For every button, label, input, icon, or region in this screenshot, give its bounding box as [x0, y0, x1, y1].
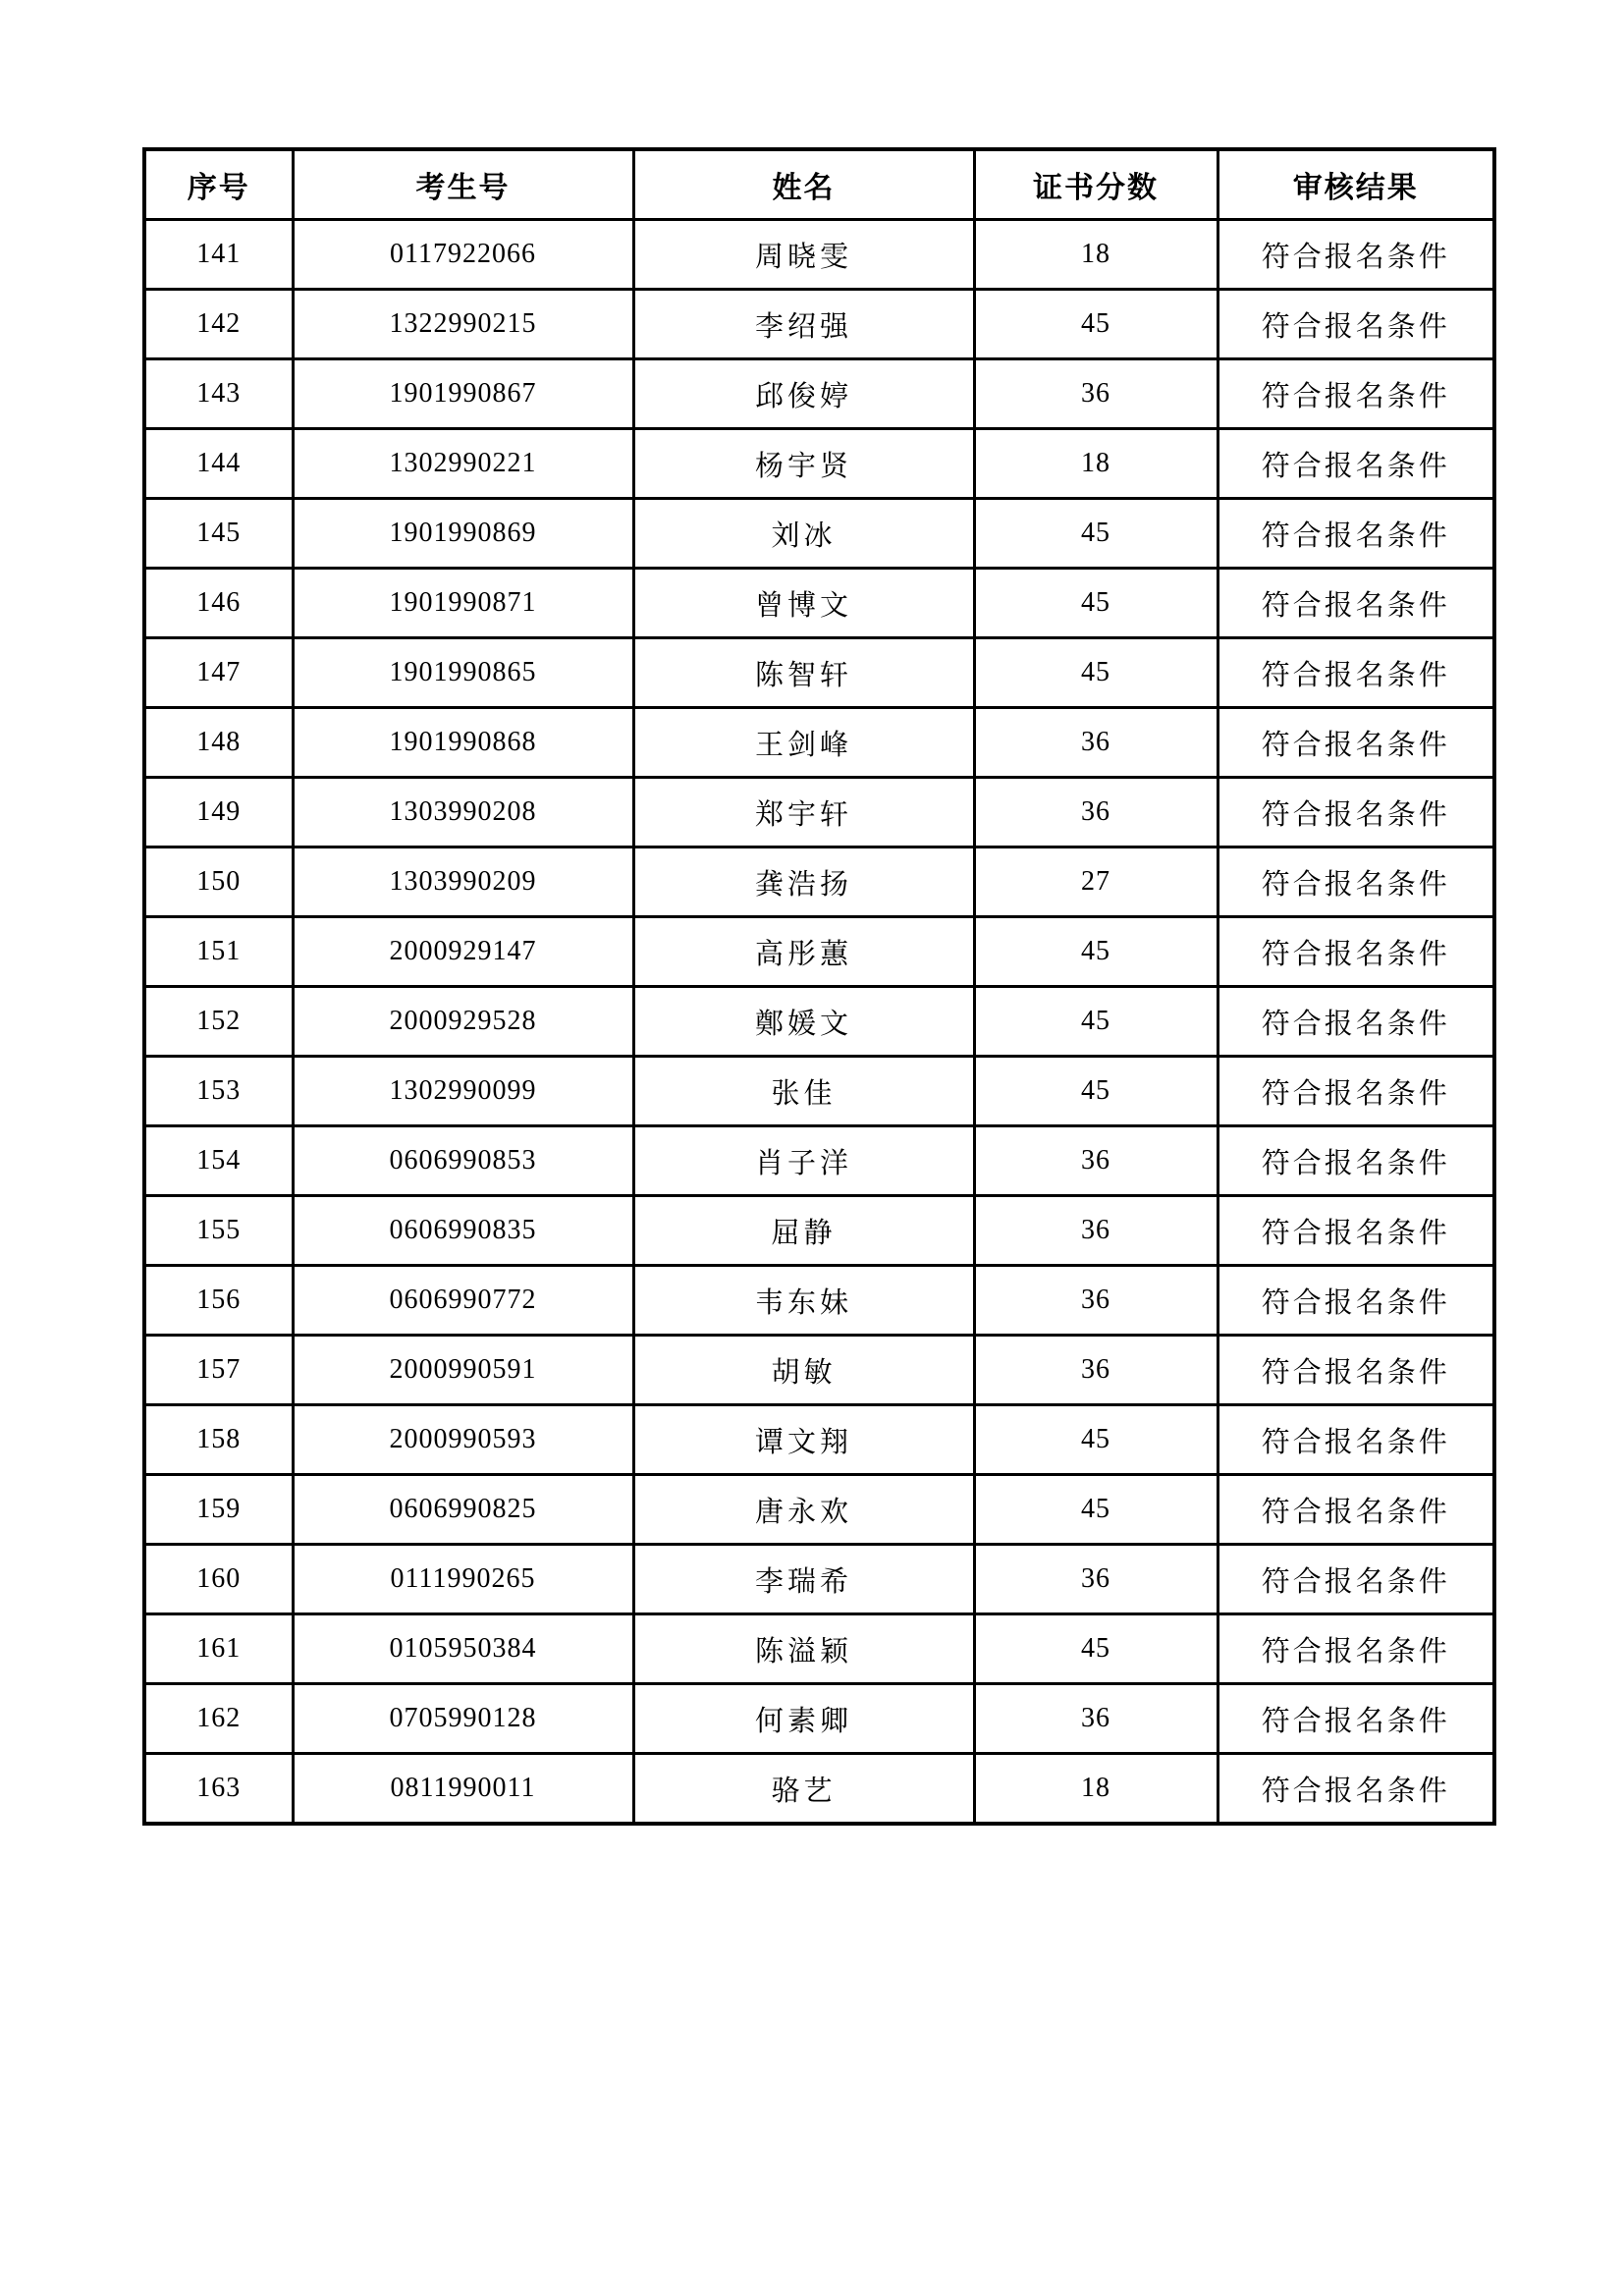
- cell-index: 157: [144, 1336, 293, 1405]
- cell-name: 郑宇轩: [633, 778, 974, 847]
- cell-index: 153: [144, 1057, 293, 1126]
- cell-score: 45: [974, 638, 1218, 708]
- cell-candidate-no: 0606990853: [293, 1126, 633, 1196]
- review-results-table: [142, 147, 1496, 1826]
- cell-review-result: 符合报名条件: [1218, 1475, 1494, 1545]
- cell-index: 145: [144, 499, 293, 569]
- table-row: [144, 778, 1494, 847]
- cell-index: 161: [144, 1614, 293, 1684]
- table-row: [144, 847, 1494, 917]
- cell-review-result: 符合报名条件: [1218, 290, 1494, 359]
- cell-review-result: 符合报名条件: [1218, 917, 1494, 987]
- cell-index: 163: [144, 1754, 293, 1825]
- cell-review-result: 符合报名条件: [1218, 1196, 1494, 1266]
- cell-candidate-no: 0117922066: [293, 220, 633, 290]
- cell-score: 45: [974, 569, 1218, 638]
- cell-name: 周晓雯: [633, 220, 974, 290]
- cell-candidate-no: 2000929147: [293, 917, 633, 987]
- cell-review-result: 符合报名条件: [1218, 359, 1494, 429]
- header-index: 序号: [144, 149, 293, 220]
- cell-review-result: 符合报名条件: [1218, 1266, 1494, 1336]
- cell-name: 陈溢颖: [633, 1614, 974, 1684]
- table-row: [144, 1545, 1494, 1614]
- header-candidate-no: 考生号: [293, 149, 633, 220]
- cell-score: 45: [974, 1405, 1218, 1475]
- cell-score: 18: [974, 429, 1218, 499]
- cell-candidate-no: 1901990867: [293, 359, 633, 429]
- cell-candidate-no: 1322990215: [293, 290, 633, 359]
- cell-name: 鄭媛文: [633, 987, 974, 1057]
- table-row: [144, 1266, 1494, 1336]
- cell-score: 36: [974, 1196, 1218, 1266]
- cell-score: 36: [974, 1684, 1218, 1754]
- cell-candidate-no: 1302990099: [293, 1057, 633, 1126]
- cell-index: 158: [144, 1405, 293, 1475]
- cell-index: 151: [144, 917, 293, 987]
- cell-index: 154: [144, 1126, 293, 1196]
- cell-candidate-no: 1303990209: [293, 847, 633, 917]
- cell-index: 159: [144, 1475, 293, 1545]
- table-row: [144, 708, 1494, 778]
- cell-name: 王剑峰: [633, 708, 974, 778]
- cell-review-result: 符合报名条件: [1218, 1126, 1494, 1196]
- cell-candidate-no: 0705990128: [293, 1684, 633, 1754]
- cell-candidate-no: 0606990835: [293, 1196, 633, 1266]
- table-row: [144, 569, 1494, 638]
- cell-review-result: 符合报名条件: [1218, 1614, 1494, 1684]
- cell-index: 141: [144, 220, 293, 290]
- cell-review-result: 符合报名条件: [1218, 429, 1494, 499]
- cell-score: 36: [974, 1266, 1218, 1336]
- cell-index: 162: [144, 1684, 293, 1754]
- cell-candidate-no: 1302990221: [293, 429, 633, 499]
- cell-name: 谭文翔: [633, 1405, 974, 1475]
- table-row: [144, 429, 1494, 499]
- cell-candidate-no: 1901990869: [293, 499, 633, 569]
- cell-review-result: 符合报名条件: [1218, 1754, 1494, 1825]
- cell-score: 45: [974, 1475, 1218, 1545]
- cell-name: 邱俊婷: [633, 359, 974, 429]
- cell-score: 18: [974, 1754, 1218, 1825]
- cell-name: 高彤蕙: [633, 917, 974, 987]
- table-row: [144, 1684, 1494, 1754]
- table-row: [144, 1196, 1494, 1266]
- cell-score: 36: [974, 1545, 1218, 1614]
- header-name: 姓名: [633, 149, 974, 220]
- cell-score: 45: [974, 290, 1218, 359]
- cell-candidate-no: 2000990591: [293, 1336, 633, 1405]
- cell-name: 韦东妹: [633, 1266, 974, 1336]
- cell-name: 胡敏: [633, 1336, 974, 1405]
- cell-score: 36: [974, 359, 1218, 429]
- table-row: [144, 290, 1494, 359]
- cell-review-result: 符合报名条件: [1218, 1545, 1494, 1614]
- cell-candidate-no: 1901990865: [293, 638, 633, 708]
- cell-score: 45: [974, 987, 1218, 1057]
- table-row: [144, 1126, 1494, 1196]
- cell-name: 屈静: [633, 1196, 974, 1266]
- cell-score: 36: [974, 1336, 1218, 1405]
- table-row: [144, 1336, 1494, 1405]
- table-row: [144, 1057, 1494, 1126]
- cell-name: 李绍强: [633, 290, 974, 359]
- cell-name: 曾博文: [633, 569, 974, 638]
- cell-candidate-no: 1901990871: [293, 569, 633, 638]
- cell-name: 杨宇贤: [633, 429, 974, 499]
- cell-score: 36: [974, 778, 1218, 847]
- cell-candidate-no: 1901990868: [293, 708, 633, 778]
- header-review-result: 审核结果: [1218, 149, 1494, 220]
- cell-score: 45: [974, 917, 1218, 987]
- cell-review-result: 符合报名条件: [1218, 1057, 1494, 1126]
- cell-index: 142: [144, 290, 293, 359]
- cell-candidate-no: 0811990011: [293, 1754, 633, 1825]
- cell-name: 何素卿: [633, 1684, 974, 1754]
- cell-name: 肖子洋: [633, 1126, 974, 1196]
- cell-index: 144: [144, 429, 293, 499]
- table-row: [144, 1405, 1494, 1475]
- cell-review-result: 符合报名条件: [1218, 708, 1494, 778]
- table-header-row: [144, 149, 1494, 220]
- cell-candidate-no: 0111990265: [293, 1545, 633, 1614]
- cell-name: 李瑞希: [633, 1545, 974, 1614]
- cell-candidate-no: 0105950384: [293, 1614, 633, 1684]
- cell-name: 龚浩扬: [633, 847, 974, 917]
- cell-name: 陈智轩: [633, 638, 974, 708]
- cell-candidate-no: 1303990208: [293, 778, 633, 847]
- cell-review-result: 符合报名条件: [1218, 1336, 1494, 1405]
- cell-index: 152: [144, 987, 293, 1057]
- cell-index: 146: [144, 569, 293, 638]
- cell-score: 45: [974, 1614, 1218, 1684]
- table-row: [144, 220, 1494, 290]
- cell-review-result: 符合报名条件: [1218, 1684, 1494, 1754]
- cell-review-result: 符合报名条件: [1218, 569, 1494, 638]
- cell-score: 27: [974, 847, 1218, 917]
- table-row: [144, 1614, 1494, 1684]
- cell-index: 147: [144, 638, 293, 708]
- table-row: [144, 638, 1494, 708]
- cell-candidate-no: 2000929528: [293, 987, 633, 1057]
- cell-review-result: 符合报名条件: [1218, 638, 1494, 708]
- cell-review-result: 符合报名条件: [1218, 499, 1494, 569]
- cell-review-result: 符合报名条件: [1218, 778, 1494, 847]
- cell-candidate-no: 0606990772: [293, 1266, 633, 1336]
- cell-score: 36: [974, 708, 1218, 778]
- table-row: [144, 1754, 1494, 1825]
- cell-index: 148: [144, 708, 293, 778]
- cell-name: 刘冰: [633, 499, 974, 569]
- header-score: 证书分数: [974, 149, 1218, 220]
- cell-score: 18: [974, 220, 1218, 290]
- cell-review-result: 符合报名条件: [1218, 987, 1494, 1057]
- cell-index: 150: [144, 847, 293, 917]
- cell-name: 唐永欢: [633, 1475, 974, 1545]
- cell-index: 149: [144, 778, 293, 847]
- table-row: [144, 987, 1494, 1057]
- cell-name: 张佳: [633, 1057, 974, 1126]
- cell-score: 45: [974, 499, 1218, 569]
- cell-index: 160: [144, 1545, 293, 1614]
- cell-index: 156: [144, 1266, 293, 1336]
- cell-score: 45: [974, 1057, 1218, 1126]
- cell-review-result: 符合报名条件: [1218, 220, 1494, 290]
- cell-candidate-no: 0606990825: [293, 1475, 633, 1545]
- table-row: [144, 499, 1494, 569]
- cell-review-result: 符合报名条件: [1218, 847, 1494, 917]
- cell-index: 155: [144, 1196, 293, 1266]
- cell-score: 36: [974, 1126, 1218, 1196]
- cell-index: 143: [144, 359, 293, 429]
- table-row: [144, 1475, 1494, 1545]
- table-row: [144, 917, 1494, 987]
- cell-review-result: 符合报名条件: [1218, 1405, 1494, 1475]
- table-row: [144, 359, 1494, 429]
- cell-candidate-no: 2000990593: [293, 1405, 633, 1475]
- cell-name: 骆艺: [633, 1754, 974, 1825]
